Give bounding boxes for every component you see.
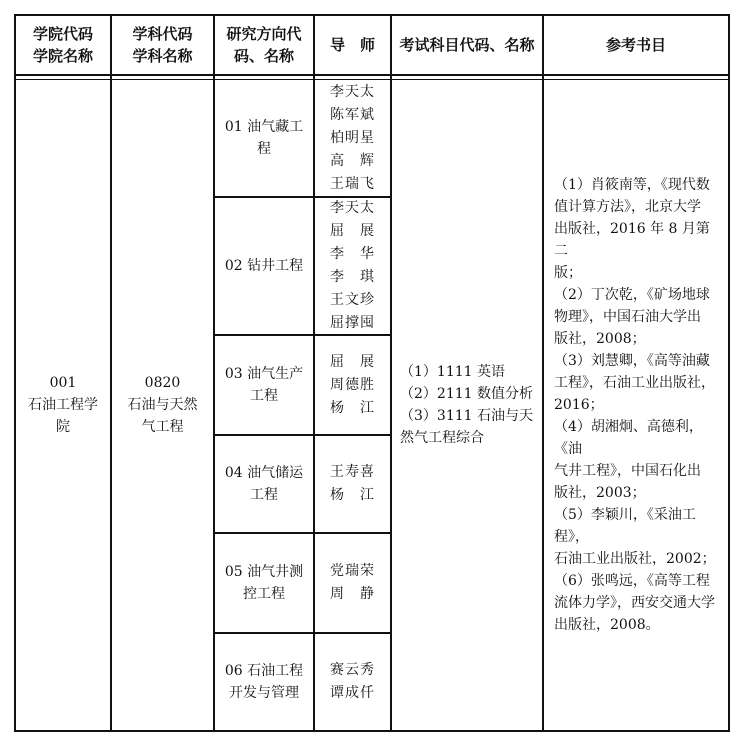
advisor: 屈 展 xyxy=(330,353,375,370)
direction-01 xyxy=(215,80,313,196)
header-books-label: 参考书目 xyxy=(605,36,666,54)
discipline-name-line1: 石油与天然 xyxy=(127,397,198,413)
advisor: 谭成仟 xyxy=(330,685,375,701)
advisor: 李 琪 xyxy=(330,269,375,285)
border-bottom xyxy=(14,730,730,732)
header-exam xyxy=(392,16,542,74)
header-discipline-code: 学科代码 xyxy=(132,25,193,43)
advisors-01 xyxy=(315,80,390,196)
header-direction-line2: 码、名称 xyxy=(233,47,294,65)
advisors-04 xyxy=(315,436,390,532)
discipline-code: 0820 xyxy=(144,375,181,391)
discipline-cell xyxy=(112,80,213,730)
header-discipline-name: 学科名称 xyxy=(132,47,193,65)
college-code: 001 xyxy=(49,375,77,391)
header-college-code: 学院代码 xyxy=(32,25,93,43)
advisor: 党瑞荣 xyxy=(330,563,375,579)
advisor: 高 辉 xyxy=(330,152,375,169)
exam-subjects-cell xyxy=(392,80,542,730)
exam-subjects-text: （1）1111 英语 （2）2111 数值分析 （3）3111 石油与天 然气工程综合 xyxy=(400,364,533,446)
advisors-02 xyxy=(315,198,390,334)
direction-06-line2: 开发与管理 xyxy=(228,685,299,701)
direction-01-line2: 程 xyxy=(256,141,271,157)
advisor: 柏明星 xyxy=(330,129,375,146)
advisor: 周 静 xyxy=(330,586,375,602)
advisor: 陈军斌 xyxy=(330,106,375,123)
direction-05-line2: 控工程 xyxy=(242,586,285,602)
advisor: 王文珍 xyxy=(330,292,375,308)
advisors-05 xyxy=(315,534,390,632)
college-name-line2: 院 xyxy=(56,419,70,435)
header-direction xyxy=(215,16,313,74)
advisor: 屈 展 xyxy=(330,223,375,239)
advisors-06 xyxy=(315,634,390,730)
direction-04 xyxy=(215,436,313,532)
reference-books-text: （1）肖筱南等，《现代数 值计算方法》，北京大学 出版社，2016 年 8 月第二 版； （2）丁次乾，《矿场地球 物理》，中国石油大学出 版社，2008； （3）刘慧卿，《高等油藏 工程》，石油工业出版社， 2016； （4）胡湘炯、高德利，《油 气井工程》，中国石化出 版社，2003； （5）李颖川，《采油工程》， 石油工业出版社，2002； （6）张鸣远，《高等工程 流体力学》，西安交通大学 出版社，2008。 xyxy=(554,177,716,633)
direction-03-line1: 03 油气生产 xyxy=(224,366,304,382)
direction-05 xyxy=(215,534,313,632)
advisor: 周德胜 xyxy=(330,376,375,393)
header-advisor xyxy=(315,16,390,74)
header-advisor-label: 导 师 xyxy=(329,36,375,54)
reference-books-cell xyxy=(544,80,728,730)
advisor: 屈撑囤 xyxy=(330,315,375,331)
advisor: 李 华 xyxy=(330,246,375,262)
advisor: 赛云秀 xyxy=(330,662,375,678)
advisor: 李天太 xyxy=(330,83,375,100)
college-cell xyxy=(16,80,110,730)
header-discipline xyxy=(112,16,213,74)
direction-04-line2: 工程 xyxy=(249,487,278,503)
direction-06 xyxy=(215,634,313,730)
border-right xyxy=(728,14,730,732)
direction-05-line1: 05 油气井测 xyxy=(224,564,304,580)
direction-02 xyxy=(215,198,313,334)
direction-02-line1: 02 钻井工程 xyxy=(224,258,304,274)
header-college xyxy=(16,16,110,74)
advisor: 李天太 xyxy=(330,200,375,216)
direction-03 xyxy=(215,336,313,434)
header-books xyxy=(544,16,728,74)
header-exam-label: 考试科目代码、名称 xyxy=(399,36,535,54)
advisor: 杨 江 xyxy=(330,399,375,416)
advisor: 王寿喜 xyxy=(330,464,375,480)
header-direction-line1: 研究方向代 xyxy=(226,25,302,43)
direction-03-line2: 工程 xyxy=(249,388,278,404)
advisor: 王瑞飞 xyxy=(330,175,375,192)
discipline-name-line2: 气工程 xyxy=(141,419,184,435)
direction-04-line1: 04 油气储运 xyxy=(224,465,304,481)
header-college-name: 学院名称 xyxy=(32,47,93,65)
advisors-03 xyxy=(315,336,390,434)
advisor: 杨 江 xyxy=(330,487,375,503)
college-name-line1: 石油工程学 xyxy=(28,397,98,413)
direction-01-line1: 01 油气藏工 xyxy=(224,119,304,135)
header-divider xyxy=(14,74,730,76)
direction-06-line1: 06 石油工程 xyxy=(224,663,304,679)
